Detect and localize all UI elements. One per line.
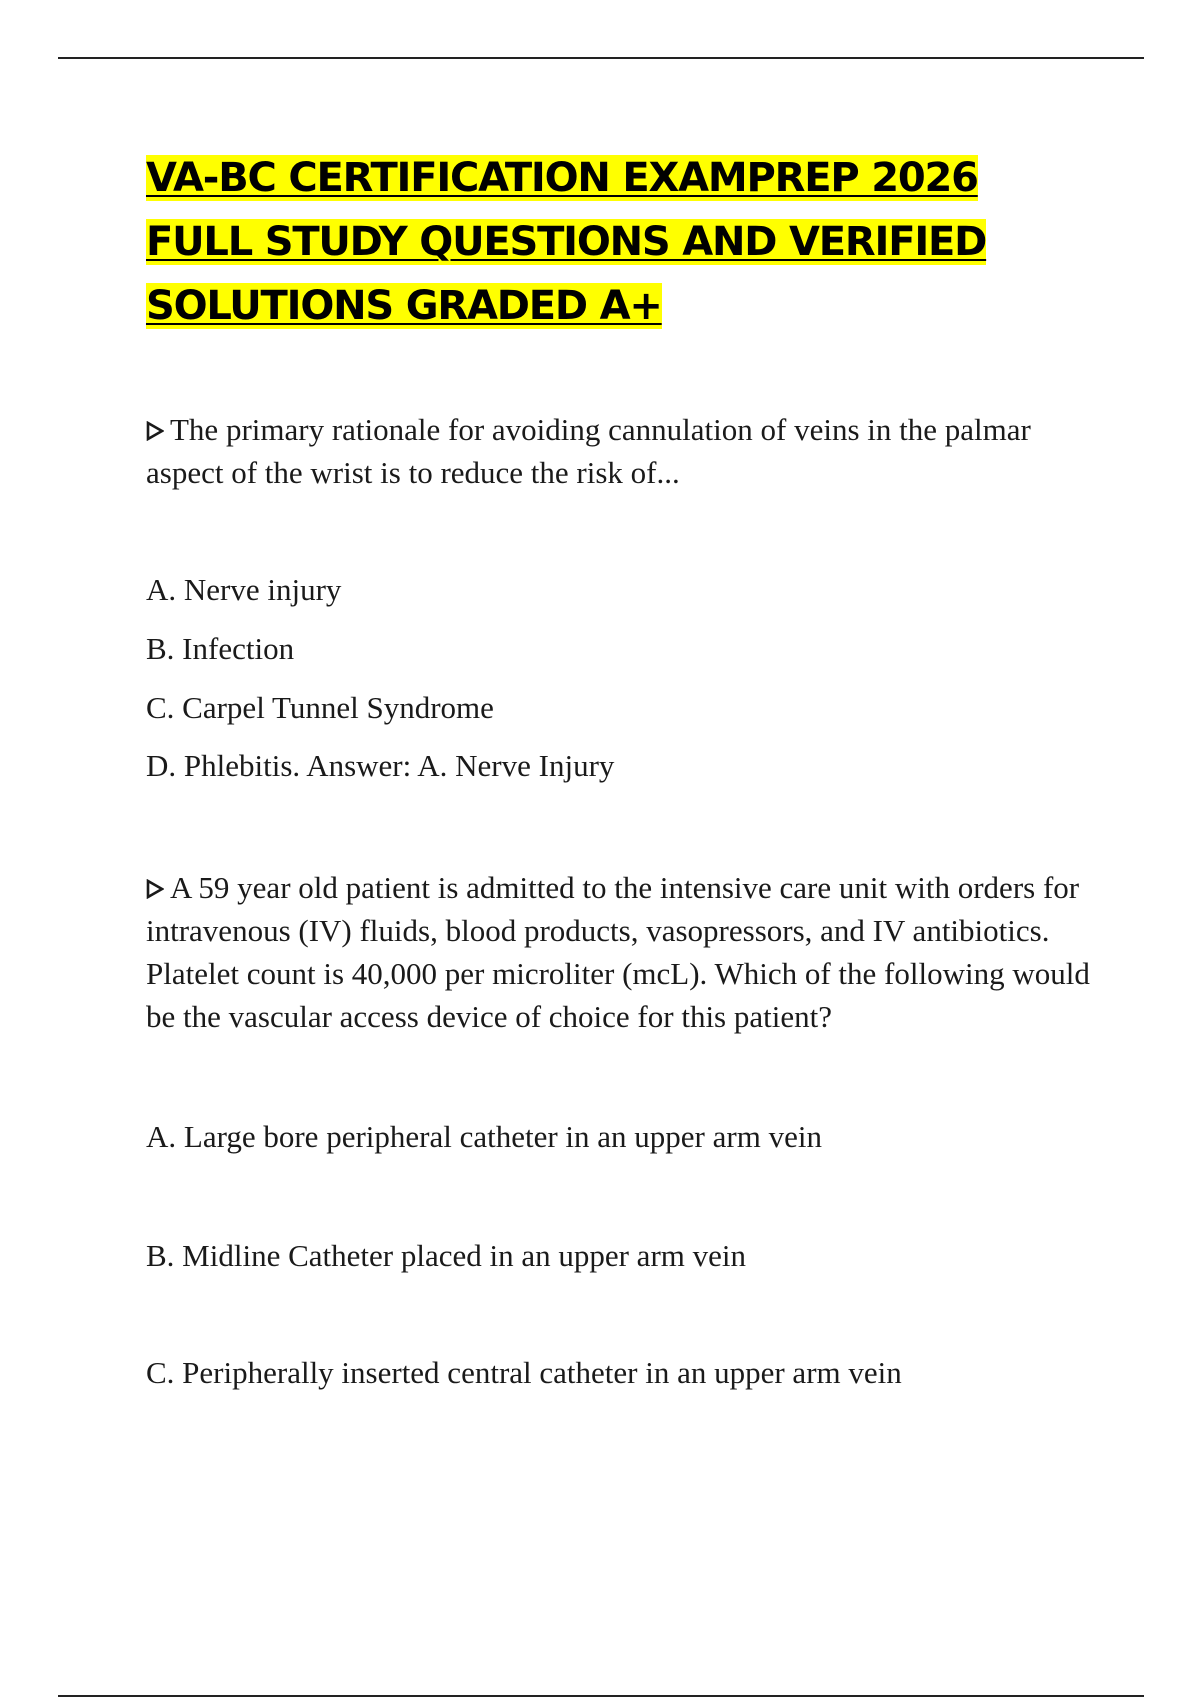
triangle-bullet-icon — [146, 879, 164, 899]
question-2-text: A 59 year old patient is admitted to the intensive care unit with orders for intravenous (IV) fluids, blood products, vasopressors, and IV antibiotics. Platelet count is 40,000 per microliter (mcL). Which of the following would be the vascular access device of choice for this patient? — [146, 870, 1090, 1034]
question-1-text: The primary rationale for avoiding cannulation of veins in the palmar aspect of the wrist is to reduce the risk of... — [146, 412, 1031, 490]
question-1-option-b: B. Infection — [146, 631, 295, 666]
question-2-option-a: A. Large bore peripheral catheter in an upper arm vein — [146, 1119, 822, 1154]
question-2-option-c: C. Peripherally inserted central catheter in an upper arm vein — [146, 1355, 902, 1390]
question-2 — [146, 866, 1106, 1038]
question-1-option-d: D. Phlebitis. Answer: A. Nerve Injury — [146, 748, 615, 783]
title-line-3: SOLUTIONS GRADED A+ — [146, 283, 662, 329]
document-title — [146, 146, 1146, 338]
title-line-2: FULL STUDY QUESTIONS AND VERIFIED — [146, 219, 987, 265]
bottom-divider — [58, 1695, 1144, 1697]
title-line-1: VA-BC CERTIFICATION EXAMPREP 2026 — [146, 155, 978, 201]
question-1 — [146, 408, 1106, 494]
question-1-option-c: C. Carpel Tunnel Syndrome — [146, 690, 494, 725]
top-divider — [58, 57, 1144, 59]
question-1-option-a: A. Nerve injury — [146, 572, 342, 607]
triangle-bullet-icon — [146, 421, 164, 441]
question-2-option-b: B. Midline Catheter placed in an upper arm vein — [146, 1238, 747, 1273]
